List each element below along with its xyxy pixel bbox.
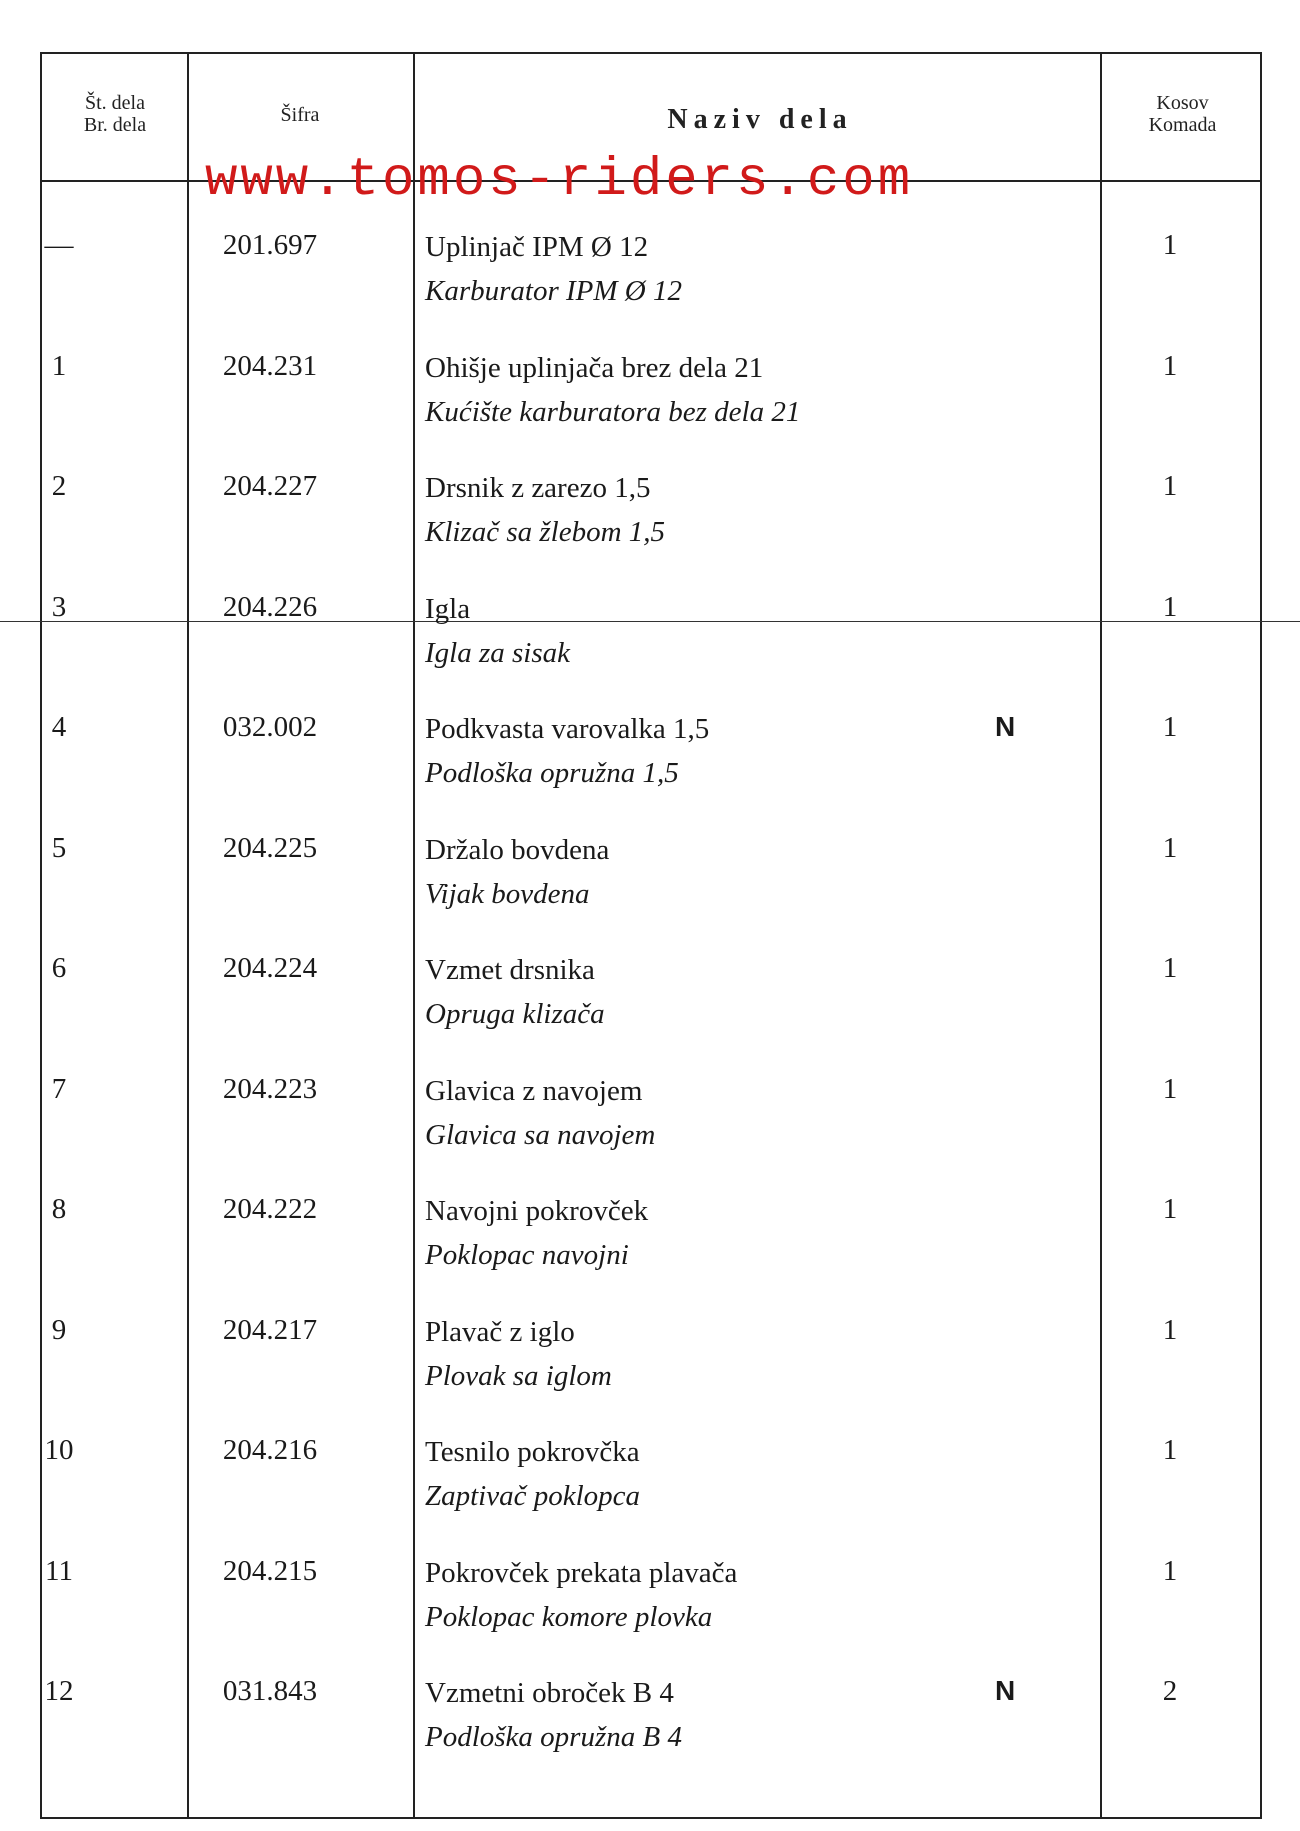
part-name — [425, 587, 570, 675]
part-name — [425, 1430, 640, 1518]
part-name-serbocroatian: Podloška opružna 1,5 — [425, 757, 679, 789]
part-name-slovenian: Plavač z iglo — [425, 1315, 575, 1348]
part-number: 11 — [45, 1554, 73, 1587]
part-code: 032.002 — [222, 711, 318, 743]
part-quantity: 1 — [1162, 1554, 1178, 1587]
table-bottom-border — [40, 1817, 1262, 1819]
note-marker: N — [995, 1675, 1016, 1706]
part-quantity: 1 — [1162, 831, 1178, 864]
part-name-serbocroatian: Karburator IPM Ø 12 — [425, 275, 682, 307]
part-quantity: 1 — [1162, 711, 1178, 743]
part-name-slovenian: Uplinjač IPM Ø 12 — [425, 231, 649, 263]
table-row — [0, 1430, 1222, 1540]
part-code: 204.224 — [222, 952, 318, 984]
part-name — [425, 225, 682, 313]
part-number: 6 — [51, 952, 67, 984]
part-number: 3 — [51, 590, 67, 623]
part-code: 204.231 — [222, 349, 318, 382]
part-quantity: 1 — [1162, 1193, 1178, 1225]
part-name-slovenian: Držalo bovdena — [425, 833, 610, 866]
part-number: 12 — [44, 1675, 74, 1707]
part-name — [425, 828, 609, 916]
watermark: www.tomos-riders.com — [205, 150, 914, 211]
part-number: 4 — [51, 711, 67, 743]
part-name — [425, 1310, 612, 1398]
part-name-serbocroatian: Poklopac komore plovka — [425, 1600, 713, 1633]
part-name-serbocroatian: Zaptivač poklopca — [425, 1480, 641, 1512]
header-code: Šifra — [280, 104, 320, 126]
part-name — [425, 1069, 655, 1157]
note-marker: N — [995, 711, 1016, 742]
part-name-serbocroatian: Podloška opružna B 4 — [425, 1721, 682, 1753]
part-name-slovenian: Ohišje uplinjača brez dela 21 — [425, 351, 764, 384]
part-number: 5 — [51, 831, 67, 864]
part-name-slovenian: Igla — [425, 592, 471, 625]
table-row — [0, 1189, 1222, 1299]
header-quantity-line2: Komada — [1148, 114, 1217, 136]
part-number: 8 — [51, 1193, 67, 1225]
header-quantity — [1105, 92, 1260, 136]
part-quantity: 1 — [1162, 349, 1178, 382]
part-number: 1 — [51, 349, 67, 382]
part-name-slovenian: Navojni pokrovček — [425, 1195, 649, 1227]
part-name-serbocroatian: Poklopac navojni — [425, 1239, 629, 1271]
header-part-number-line1: Št. dela — [85, 92, 145, 114]
part-code: 204.225 — [222, 831, 318, 864]
table-row — [0, 1069, 1222, 1179]
part-name-slovenian: Vzmet drsnika — [425, 954, 595, 986]
table-row — [0, 707, 1222, 817]
part-name-slovenian: Pokrovček prekata plavača — [425, 1556, 738, 1589]
part-name-serbocroatian: Kućište karburatora bez dela 21 — [425, 395, 801, 428]
part-code: 204.226 — [222, 590, 318, 623]
part-name-slovenian: Vzmetni obroček B 4 — [425, 1677, 674, 1709]
part-code: 204.223 — [222, 1072, 318, 1105]
header-quantity-line1: Kosov — [1156, 92, 1209, 114]
table-row — [0, 948, 1222, 1058]
header-part-name: Naziv dela — [667, 104, 853, 135]
part-code: 204.217 — [222, 1313, 318, 1346]
part-name-serbocroatian: Plovak sa iglom — [425, 1359, 612, 1392]
part-name-serbocroatian: Glavica sa navojem — [425, 1118, 656, 1151]
part-name — [425, 1671, 682, 1759]
part-name-slovenian: Drsnik z zarezo 1,5 — [425, 472, 651, 504]
part-quantity: 1 — [1162, 1313, 1178, 1346]
table-row — [0, 466, 1222, 576]
part-code: 204.222 — [222, 1193, 318, 1225]
part-quantity: 1 — [1162, 470, 1178, 502]
part-number: 10 — [44, 1434, 74, 1466]
part-quantity: 1 — [1162, 1072, 1178, 1105]
header-part-number-line2: Br. dela — [83, 114, 147, 136]
part-number: — — [44, 229, 74, 261]
part-name — [425, 1551, 737, 1639]
part-name — [425, 707, 709, 795]
part-code: 204.227 — [222, 470, 318, 502]
part-name-slovenian: Tesnilo pokrovčka — [425, 1436, 640, 1468]
part-name — [425, 346, 800, 434]
part-number: 2 — [51, 470, 67, 502]
part-code: 204.216 — [222, 1434, 318, 1466]
table-row — [0, 346, 1222, 456]
part-name-slovenian: Podkvasta varovalka 1,5 — [425, 713, 710, 745]
table-row — [0, 1310, 1222, 1420]
part-quantity: 1 — [1162, 229, 1178, 261]
part-quantity: 1 — [1162, 1434, 1178, 1466]
part-name-serbocroatian: Klizač sa žlebom 1,5 — [425, 516, 666, 548]
part-name — [425, 466, 665, 554]
part-code: 201.697 — [222, 229, 318, 261]
header-part-number — [50, 92, 180, 136]
part-quantity: 2 — [1162, 1675, 1178, 1707]
part-name — [425, 1189, 648, 1277]
part-name-serbocroatian: Opruga klizača — [425, 998, 605, 1030]
part-number: 7 — [51, 1072, 67, 1105]
part-name-slovenian: Glavica z navojem — [425, 1074, 643, 1107]
part-quantity: 1 — [1162, 952, 1178, 984]
table-row — [0, 1551, 1222, 1661]
table-row — [0, 828, 1222, 938]
table-top-border — [40, 52, 1262, 54]
part-number: 9 — [51, 1313, 67, 1346]
part-name-serbocroatian: Igla za sisak — [425, 636, 570, 669]
table-row — [0, 587, 1222, 697]
table-row — [0, 225, 1222, 335]
part-quantity: 1 — [1162, 590, 1178, 623]
part-code: 204.215 — [222, 1554, 318, 1587]
column-divider — [1260, 52, 1262, 1819]
part-name-serbocroatian: Vijak bovdena — [425, 877, 590, 910]
table-row — [0, 1671, 1222, 1781]
part-name — [425, 948, 605, 1036]
part-code: 031.843 — [222, 1675, 318, 1707]
